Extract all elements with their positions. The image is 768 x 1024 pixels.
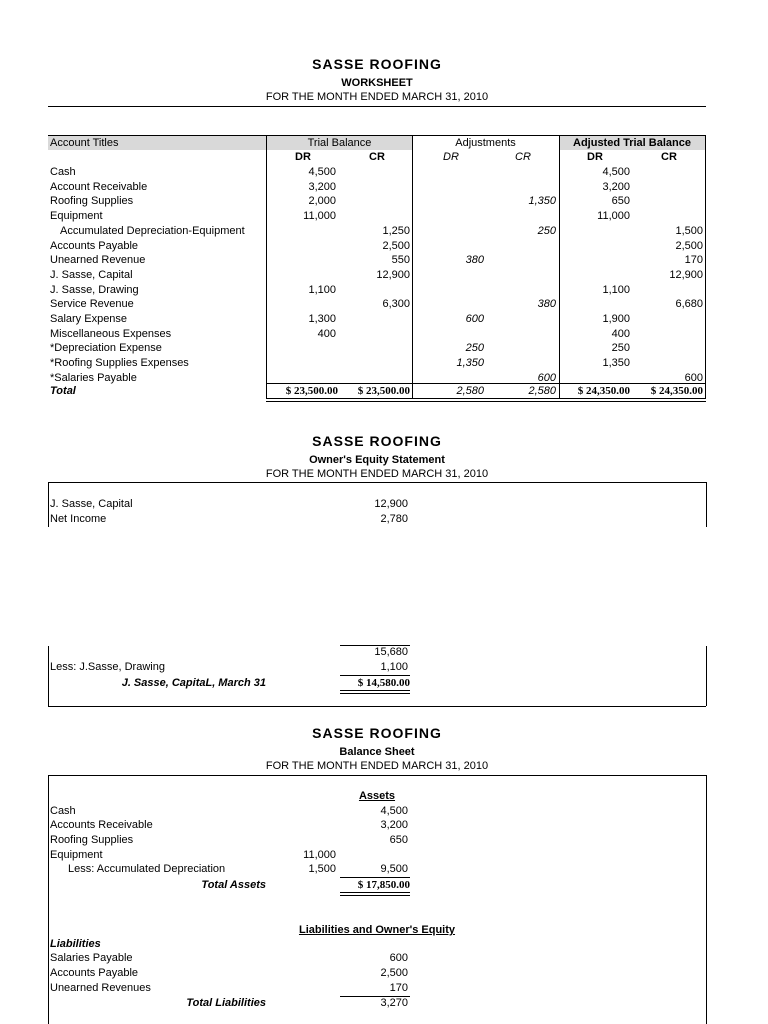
bs-equip-label: Equipment — [50, 849, 103, 861]
liabilities-label: Liabilities — [50, 938, 101, 950]
worksheet-cell-tb-cr: 550 — [391, 254, 410, 266]
account-title: *Salaries Payable — [50, 372, 137, 384]
bs-total-assets-label: Total Assets — [201, 879, 266, 891]
total-top-rule — [266, 383, 706, 384]
worksheet-cell-atb-dr: 4,500 — [602, 166, 630, 178]
equity-box-left — [48, 482, 49, 527]
worksheet-cell-adj-dr: 1,350 — [456, 357, 484, 369]
worksheet-period: FOR THE MONTH ENDED MARCH 31, 2010 — [265, 91, 489, 103]
total-atb-cr: $ 24,350.00 — [650, 385, 703, 397]
equity-drawing-value: 1,100 — [380, 661, 408, 673]
worksheet-cell-atb-dr: 250 — [611, 342, 630, 354]
total-label: Total — [50, 385, 76, 397]
worksheet-cell-atb-dr: 1,350 — [602, 357, 630, 369]
atb-cr-header: CR — [661, 151, 677, 163]
assets-heading: Assets — [358, 790, 396, 802]
total-double-rule — [266, 398, 706, 402]
bs-net-equip-value: 9,500 — [380, 863, 408, 875]
worksheet-cell-adj-cr: 1,350 — [528, 195, 556, 207]
balance-period: FOR THE MONTH ENDED MARCH 31, 2010 — [265, 760, 489, 772]
bs-total-liab-label: Total Liabilities — [186, 997, 266, 1009]
equity-box-top — [48, 482, 706, 483]
total-adj-dr: 2,580 — [456, 385, 484, 397]
adjusted-trial-balance-header: Adjusted Trial Balance — [573, 137, 691, 149]
worksheet-cell-atb-dr: 650 — [611, 195, 630, 207]
equity-period: FOR THE MONTH ENDED MARCH 31, 2010 — [265, 468, 489, 480]
equity-box-left — [48, 646, 49, 706]
bs-rs-label: Roofing Supplies — [50, 834, 134, 846]
tb-dr-header: DR — [295, 151, 311, 163]
bs-cash-value: 4,500 — [380, 805, 408, 817]
equity-drawing-label: Less: J.Sasse, Drawing — [50, 661, 165, 673]
worksheet-cell-tb-dr: 1,300 — [308, 313, 336, 325]
account-title: J. Sasse, Capital — [50, 269, 133, 281]
account-title: Miscellaneous Expenses — [50, 328, 172, 340]
trial-balance-header: Trial Balance — [307, 137, 372, 149]
worksheet-cell-tb-dr: 1,100 — [308, 284, 336, 296]
account-title: *Depreciation Expense — [50, 342, 162, 354]
account-title: *Roofing Supplies Expenses — [50, 357, 189, 369]
ending-double-rule — [340, 690, 410, 694]
worksheet-cell-tb-cr: 6,300 — [382, 298, 410, 310]
worksheet-cell-adj-dr: 250 — [465, 342, 484, 354]
account-title: Salary Expense — [50, 313, 128, 325]
equity-net-income-label: Net Income — [50, 513, 107, 525]
worksheet-cell-atb-dr: 400 — [611, 328, 630, 340]
account-title: Unearned Revenue — [50, 254, 146, 266]
total-adj-cr: 2,580 — [528, 385, 556, 397]
drawing-rule — [340, 675, 410, 676]
account-titles-header: Account Titles — [50, 137, 119, 149]
equity-box-right — [706, 646, 707, 706]
account-title: Equipment — [50, 210, 103, 222]
bs-rs-value: 650 — [389, 834, 408, 846]
balance-subtitle: Balance Sheet — [339, 746, 415, 758]
bs-accum-value: 1,500 — [308, 863, 336, 875]
bs-ur-value: 170 — [389, 982, 408, 994]
bs-ar-value: 3,200 — [380, 819, 408, 831]
worksheet-cell-atb-dr: 1,100 — [602, 284, 630, 296]
equity-company-title: SASSE ROOFING — [312, 433, 442, 449]
total-tb-cr: $ 23,500.00 — [357, 385, 410, 397]
bs-ur-label: Unearned Revenues — [50, 982, 151, 994]
equity-ending-value: $ 14,580.00 — [357, 677, 410, 689]
bs-sp-label: Salaries Payable — [50, 952, 133, 964]
worksheet-cell-atb-cr: 170 — [684, 254, 703, 266]
worksheet-cell-tb-dr: 2,000 — [308, 195, 336, 207]
bs-accum-label: Less: Accumulated Depreciation — [68, 863, 226, 875]
worksheet-company-title: SASSE ROOFING — [312, 56, 442, 72]
worksheet-cell-tb-cr: 2,500 — [382, 240, 410, 252]
worksheet-cell-adj-cr: 380 — [537, 298, 556, 310]
worksheet-cell-tb-cr: 1,250 — [382, 225, 410, 237]
bs-total-assets-value: $ 17,850.00 — [357, 879, 410, 891]
worksheet-cell-tb-cr: 12,900 — [376, 269, 410, 281]
total-tb-dr: $ 23,500.00 — [285, 385, 338, 397]
account-title: Accumulated Depreciation-Equipment — [60, 225, 245, 237]
equity-box-bottom — [48, 706, 706, 707]
equity-capital-value: 12,900 — [374, 498, 408, 510]
bs-ap-label: Accounts Payable — [50, 967, 139, 979]
worksheet-cell-atb-cr: 2,500 — [675, 240, 703, 252]
worksheet-cell-adj-cr: 600 — [537, 372, 556, 384]
balance-box-left — [48, 775, 49, 1024]
tb-cr-header: CR — [369, 151, 385, 163]
account-title: Account Receivable — [50, 181, 148, 193]
equity-subtotal-value: 15,680 — [374, 646, 408, 658]
worksheet-cell-atb-cr: 1,500 — [675, 225, 703, 237]
worksheet-cell-atb-cr: 6,680 — [675, 298, 703, 310]
worksheet-title-rule — [48, 106, 706, 107]
worksheet-cell-tb-dr: 11,000 — [303, 210, 336, 222]
account-title: Accounts Payable — [50, 240, 139, 252]
worksheet-cell-atb-dr: 3,200 — [602, 181, 630, 193]
equity-ending-label: J. Sasse, CapitaL, March 31 — [121, 677, 266, 689]
equity-subtitle: Owner's Equity Statement — [309, 454, 445, 466]
worksheet-top-rule — [48, 135, 706, 136]
assets-subtotal-rule — [340, 877, 410, 878]
equity-box-right — [706, 482, 707, 527]
worksheet-cell-adj-dr: 380 — [465, 254, 484, 266]
worksheet-cell-atb-cr: 600 — [684, 372, 703, 384]
account-title: J. Sasse, Drawing — [50, 284, 139, 296]
worksheet-divider — [705, 135, 706, 399]
worksheet-cell-atb-dr: 1,900 — [602, 313, 630, 325]
adj-cr-header: CR — [515, 151, 531, 163]
worksheet-cell-atb-dr: 11,000 — [597, 210, 630, 222]
worksheet-cell-adj-dr: 600 — [465, 313, 484, 325]
worksheet-cell-tb-dr: 3,200 — [308, 181, 336, 193]
bs-equip-value: 11,000 — [303, 849, 336, 861]
bs-ar-label: Accounts Receivable — [50, 819, 153, 831]
balance-box-top — [48, 775, 706, 776]
worksheet-divider — [266, 135, 267, 399]
worksheet-cell-adj-cr: 250 — [537, 225, 556, 237]
equity-capital-label: J. Sasse, Capital — [50, 498, 133, 510]
worksheet-cell-tb-dr: 4,500 — [308, 166, 336, 178]
account-title: Service Revenue — [50, 298, 134, 310]
equity-net-income-value: 2,780 — [380, 513, 408, 525]
worksheet-cell-atb-cr: 12,900 — [669, 269, 703, 281]
bs-cash-label: Cash — [50, 805, 76, 817]
account-title: Cash — [50, 166, 76, 178]
adj-dr-header: DR — [443, 151, 459, 163]
account-title: Roofing Supplies — [50, 195, 134, 207]
worksheet-divider — [412, 135, 413, 399]
balance-company-title: SASSE ROOFING — [312, 725, 442, 741]
bs-sp-value: 600 — [389, 952, 408, 964]
bs-total-liab-value: 3,270 — [380, 997, 408, 1009]
balance-box-right — [706, 775, 707, 1024]
worksheet-subtitle: WORKSHEET — [341, 77, 413, 89]
atb-dr-header: DR — [587, 151, 603, 163]
assets-double-rule — [340, 892, 410, 896]
bs-ap-value: 2,500 — [380, 967, 408, 979]
liabilities-equity-heading: Liabilities and Owner's Equity — [298, 924, 456, 936]
adjustments-header: Adjustments — [455, 137, 516, 149]
total-atb-dr: $ 24,350.00 — [577, 385, 630, 397]
worksheet-cell-tb-dr: 400 — [317, 328, 336, 340]
